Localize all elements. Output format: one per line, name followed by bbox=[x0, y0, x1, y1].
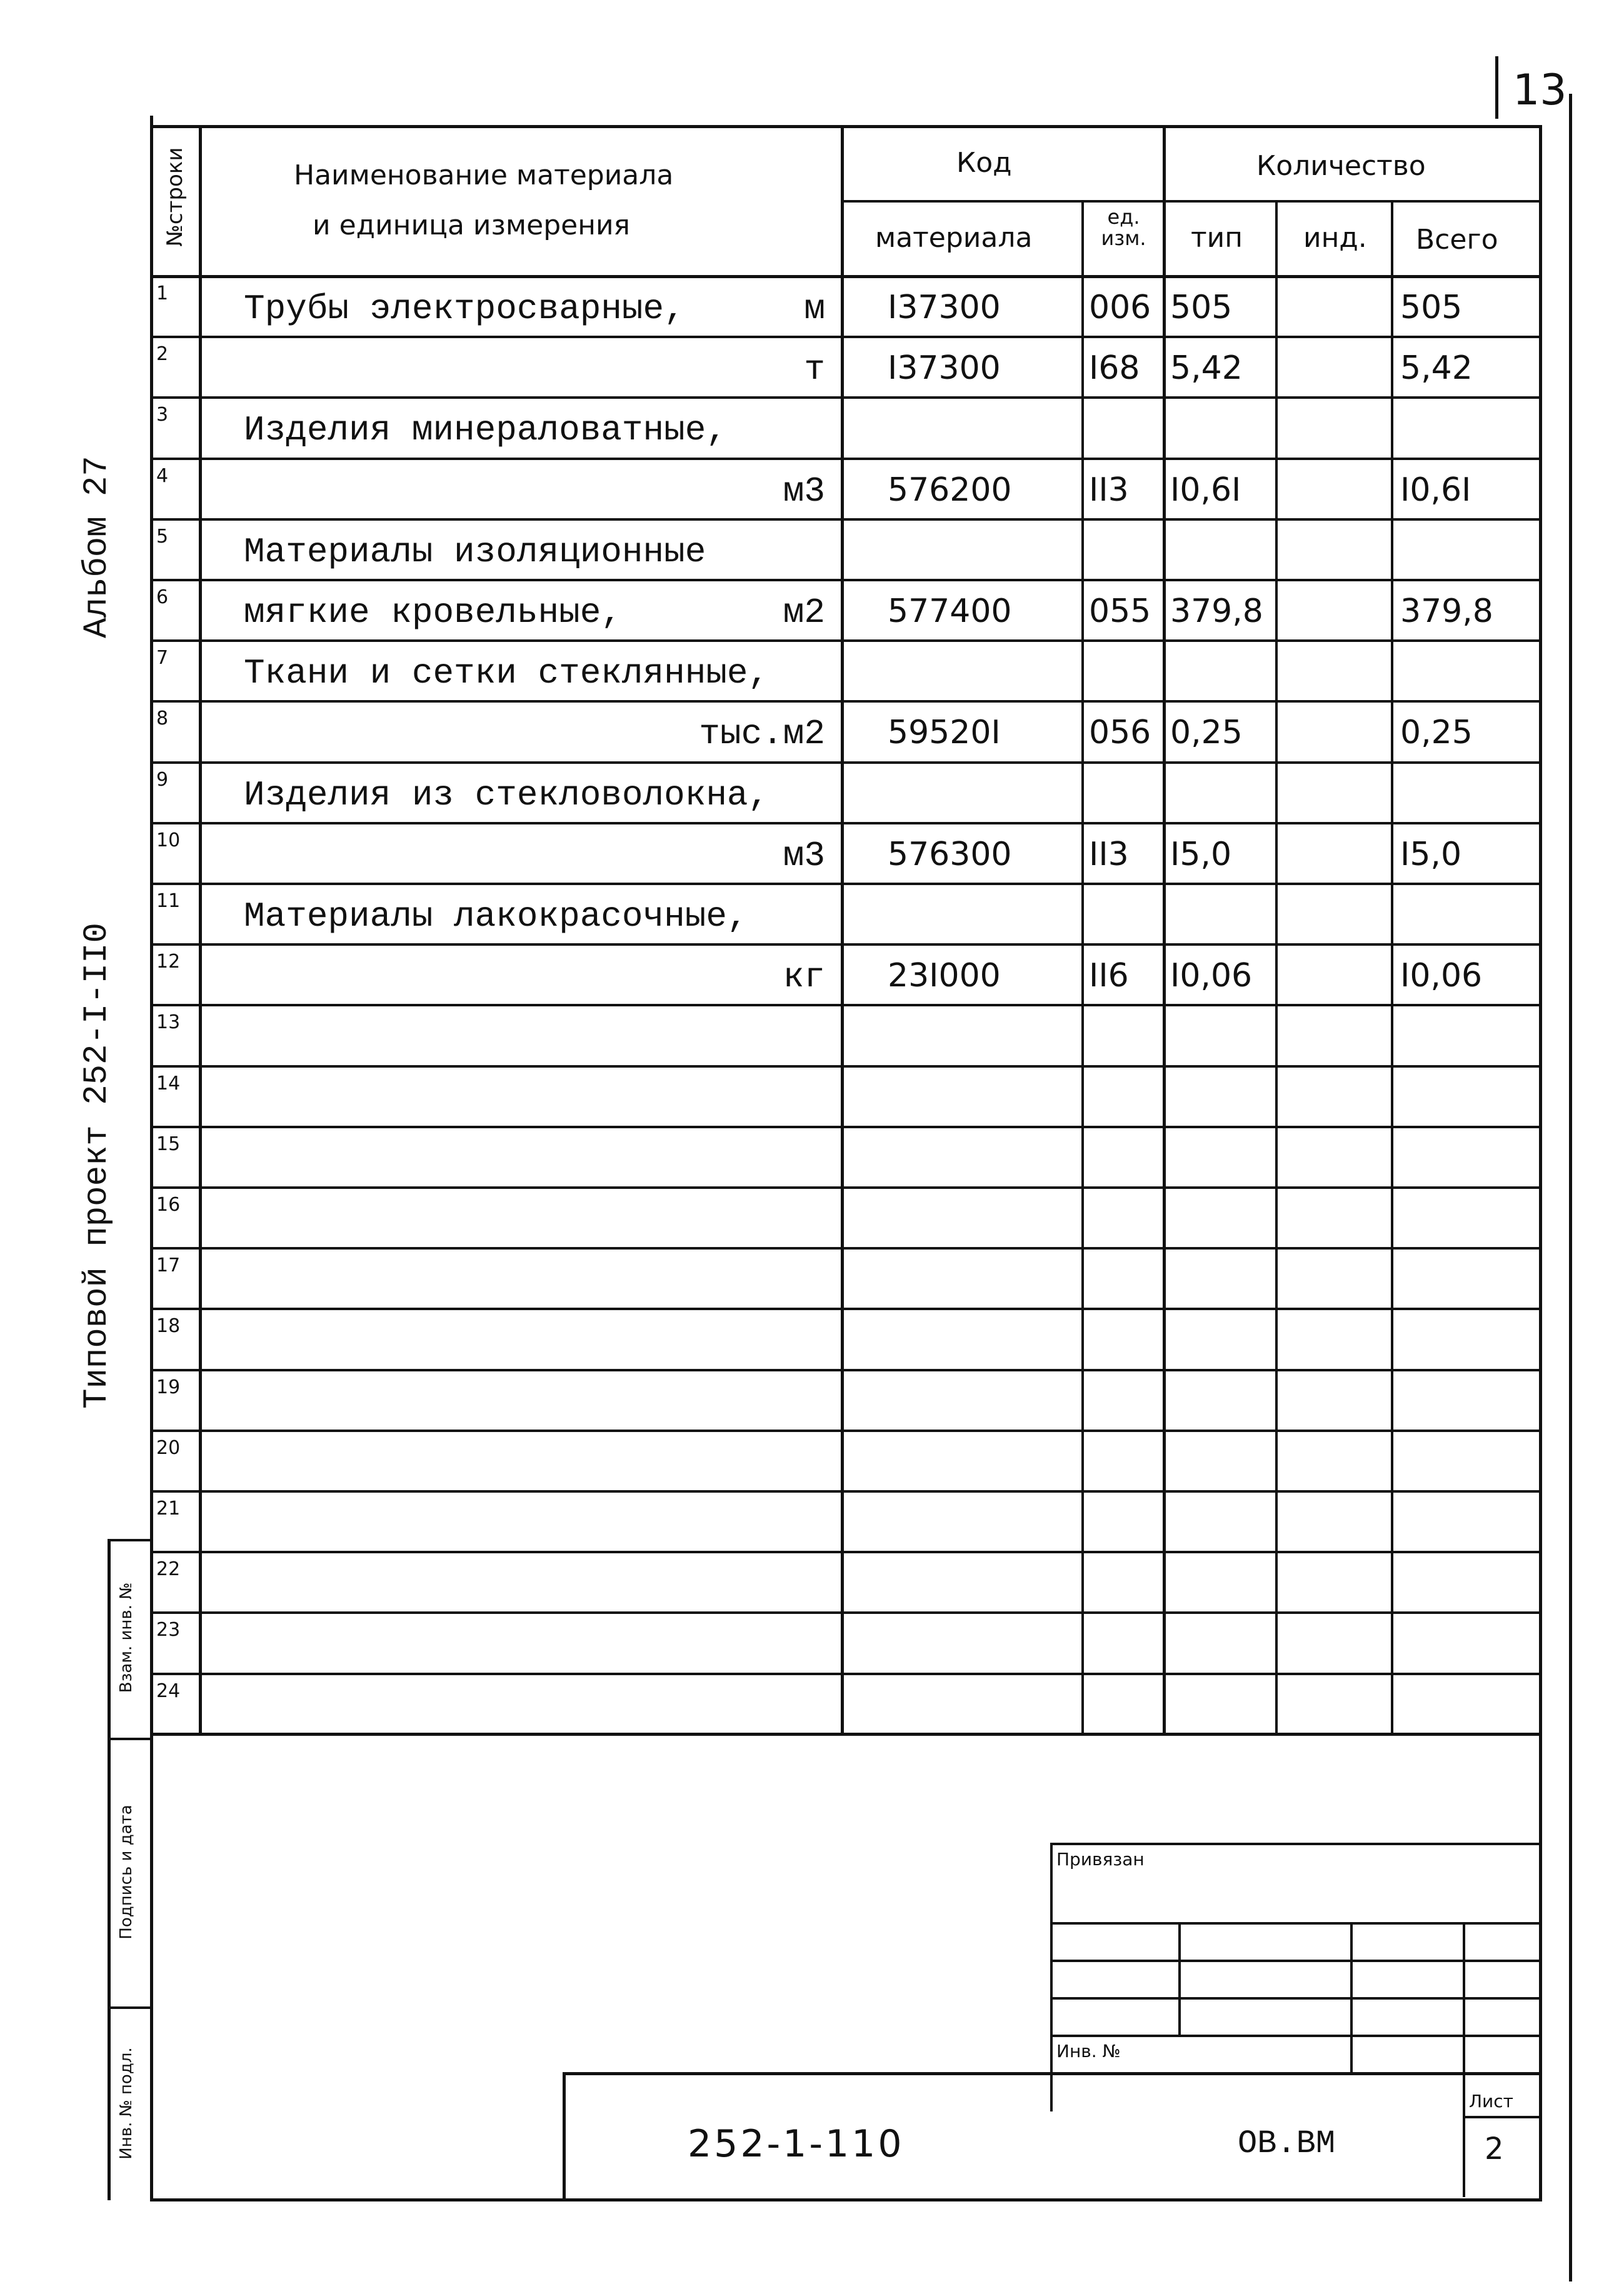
inv-podl-label: Инв. № подл. bbox=[117, 2047, 136, 2160]
row-separator bbox=[150, 639, 1542, 642]
cell-total: I0,6I bbox=[1400, 471, 1471, 509]
row-number: 8 bbox=[156, 708, 169, 730]
stamp-inv-label: Инв. № bbox=[1056, 2041, 1121, 2061]
row-separator bbox=[150, 883, 1542, 885]
frame-bottom bbox=[150, 2198, 1542, 2201]
stamp-strip-div1 bbox=[108, 1738, 151, 1740]
cell-type: 5,42 bbox=[1170, 349, 1243, 388]
cell-total: 379,8 bbox=[1400, 593, 1493, 630]
row-number: 21 bbox=[156, 1498, 181, 1520]
row-separator bbox=[150, 822, 1542, 824]
podpis-data-label: Подпись и дата bbox=[117, 1805, 136, 1940]
cell-code: 59520I bbox=[888, 714, 1001, 752]
row-number: 14 bbox=[156, 1072, 181, 1094]
cell-unit: т bbox=[804, 349, 825, 390]
cell-total: 0,25 bbox=[1400, 714, 1473, 752]
row-number: 12 bbox=[156, 951, 181, 973]
cell-unit: м bbox=[804, 289, 825, 329]
cell-unit: кг bbox=[783, 957, 825, 998]
cell-type: 0,25 bbox=[1170, 714, 1243, 752]
row-number: 7 bbox=[156, 647, 169, 669]
row-number: 6 bbox=[156, 586, 169, 608]
cell-total: 505 bbox=[1400, 289, 1463, 326]
row-number: 19 bbox=[156, 1376, 181, 1398]
stamp-strip-left bbox=[108, 1539, 111, 2200]
stamp-vline-1 bbox=[1178, 1922, 1181, 2035]
list-label: Лист bbox=[1469, 2091, 1513, 2111]
row-number: 13 bbox=[156, 1011, 181, 1034]
header-quantity: Количество bbox=[1256, 150, 1426, 182]
frame-left bbox=[150, 116, 153, 2200]
cell-ucode: 006 bbox=[1089, 289, 1151, 326]
cell-type: I5,0 bbox=[1170, 835, 1232, 873]
project-label: Типовой проект 252-I-II0 bbox=[78, 923, 116, 1409]
cell-ucode: I68 bbox=[1089, 349, 1140, 388]
row-separator bbox=[150, 336, 1542, 338]
row-number: 1 bbox=[156, 283, 169, 304]
cell-code: 576200 bbox=[888, 471, 1012, 509]
vzam-inv-label: Взам. инв. № bbox=[117, 1582, 136, 1693]
cell-unit: м3 bbox=[783, 835, 825, 876]
cell-code: I37300 bbox=[888, 289, 1001, 326]
row-separator bbox=[150, 518, 1542, 521]
stamp-strip-div2 bbox=[108, 2006, 151, 2009]
stamp-vline-2 bbox=[1350, 1922, 1353, 2072]
stamp-privyazan-left bbox=[1050, 1843, 1053, 2111]
cell-code: I37300 bbox=[888, 349, 1001, 388]
header-qty-ind: инд. bbox=[1303, 222, 1367, 254]
row-separator bbox=[150, 761, 1542, 764]
title-block-left bbox=[563, 2072, 566, 2200]
cell-total: I5,0 bbox=[1400, 835, 1462, 873]
row-number: 18 bbox=[156, 1315, 181, 1338]
row-number: 9 bbox=[156, 768, 169, 791]
header-code-material: материала bbox=[875, 222, 1033, 254]
sheet-number-divider bbox=[1495, 56, 1498, 119]
row-separator bbox=[150, 1065, 1542, 1068]
row-number: 4 bbox=[156, 464, 169, 487]
stamp-vline-3 bbox=[1463, 1922, 1465, 2197]
table-top bbox=[150, 125, 1542, 128]
header-qty-total: Всего bbox=[1416, 224, 1498, 256]
cell-ucode: 056 bbox=[1089, 714, 1151, 752]
cell-ucode: II3 bbox=[1089, 835, 1129, 873]
row-separator bbox=[150, 1430, 1542, 1432]
row-separator bbox=[150, 396, 1542, 399]
col-line-qty bbox=[1163, 125, 1166, 1735]
stamp-privyazan-top bbox=[1050, 1843, 1539, 1845]
cell-ucode: 055 bbox=[1089, 593, 1151, 630]
right-margin-line bbox=[1569, 94, 1572, 2281]
col-line-unitcode bbox=[1081, 200, 1084, 1735]
table-bottom bbox=[150, 1733, 1542, 1736]
row-separator bbox=[150, 1551, 1542, 1553]
row-separator bbox=[150, 943, 1542, 946]
row-number: 17 bbox=[156, 1255, 181, 1277]
row-number: 20 bbox=[156, 1436, 181, 1459]
row-separator bbox=[150, 1611, 1542, 1614]
row-separator bbox=[150, 1004, 1542, 1006]
row-separator bbox=[150, 1308, 1542, 1310]
row-separator bbox=[150, 700, 1542, 703]
cell-ucode: II3 bbox=[1089, 471, 1129, 509]
row-separator bbox=[150, 1126, 1542, 1128]
col-line-total bbox=[1391, 200, 1393, 1735]
row-number: 3 bbox=[156, 404, 169, 426]
list-number: 2 bbox=[1485, 2131, 1504, 2166]
row-number: 2 bbox=[156, 343, 169, 366]
row-number: 15 bbox=[156, 1133, 181, 1155]
header-name-line2: и единица измерения bbox=[313, 209, 631, 241]
row-number: 16 bbox=[156, 1194, 181, 1216]
header-row-no: №строки bbox=[163, 147, 188, 247]
col-line-code bbox=[841, 125, 844, 1735]
row-separator bbox=[150, 579, 1542, 581]
row-separator bbox=[150, 1490, 1542, 1493]
header-mid-line bbox=[841, 200, 1542, 203]
cell-name: Материалы изоляционные bbox=[244, 531, 706, 572]
cell-total: I0,06 bbox=[1400, 957, 1483, 995]
row-separator bbox=[150, 1186, 1542, 1189]
cell-unit: тыс.м2 bbox=[699, 714, 825, 754]
header-qty-type: тип bbox=[1191, 222, 1243, 254]
cell-total: 5,42 bbox=[1400, 349, 1473, 388]
stamp-privyazan-label: Привязан bbox=[1056, 1849, 1145, 1870]
row-separator bbox=[150, 1673, 1542, 1675]
cell-type: 505 bbox=[1170, 289, 1233, 326]
col-line-rowno bbox=[199, 125, 202, 1735]
cell-ucode: II6 bbox=[1089, 957, 1129, 995]
cell-unit: м2 bbox=[783, 593, 825, 633]
list-divider bbox=[1463, 2116, 1539, 2118]
cell-name: мягкие кровельные, bbox=[244, 593, 622, 633]
cell-name: Ткани и сетки стеклянные, bbox=[244, 653, 769, 694]
header-code: Код bbox=[956, 147, 1012, 179]
row-number: 11 bbox=[156, 890, 181, 912]
row-number: 22 bbox=[156, 1558, 181, 1581]
row-number: 5 bbox=[156, 525, 169, 548]
cell-unit: м3 bbox=[783, 471, 825, 511]
stamp-line-3 bbox=[1050, 1997, 1539, 2000]
header-code-unit: ед. изм. bbox=[1101, 205, 1146, 250]
stamp-line-1 bbox=[1050, 1922, 1539, 1925]
row-separator bbox=[150, 458, 1542, 460]
cell-type: I0,06 bbox=[1170, 957, 1253, 995]
cell-name: Материалы лакокрасочные, bbox=[244, 896, 748, 936]
designation: 252-1-110 bbox=[688, 2122, 905, 2166]
row-number: 23 bbox=[156, 1619, 181, 1641]
cell-type: 379,8 bbox=[1170, 593, 1263, 630]
row-number: 10 bbox=[156, 829, 181, 851]
cell-code: 576300 bbox=[888, 835, 1012, 873]
frame-right bbox=[1539, 128, 1542, 2200]
album-label: Альбом 27 bbox=[78, 456, 116, 638]
cell-name: Изделия из стекловолокна, bbox=[244, 774, 769, 815]
row-separator bbox=[150, 1369, 1542, 1371]
stamp-line-4 bbox=[1050, 2035, 1539, 2037]
stamp-line-2 bbox=[1050, 1960, 1539, 1962]
cell-type: I0,6I bbox=[1170, 471, 1241, 509]
header-bottom bbox=[150, 275, 1542, 278]
cell-name: Изделия минераловатные, bbox=[244, 410, 727, 451]
sheet-number: 13 bbox=[1513, 66, 1567, 115]
title-block-top bbox=[563, 2072, 1542, 2075]
cell-name: Трубы электросварные, bbox=[244, 289, 685, 329]
row-number: 24 bbox=[156, 1680, 181, 1702]
col-line-ind bbox=[1275, 200, 1278, 1735]
cell-code: 577400 bbox=[888, 593, 1012, 630]
document-mark: ОВ.ВМ bbox=[1238, 2125, 1336, 2162]
row-separator bbox=[150, 1247, 1542, 1250]
cell-code: 23I000 bbox=[888, 957, 1001, 995]
header-name-line1: Наименование материала bbox=[294, 159, 674, 191]
